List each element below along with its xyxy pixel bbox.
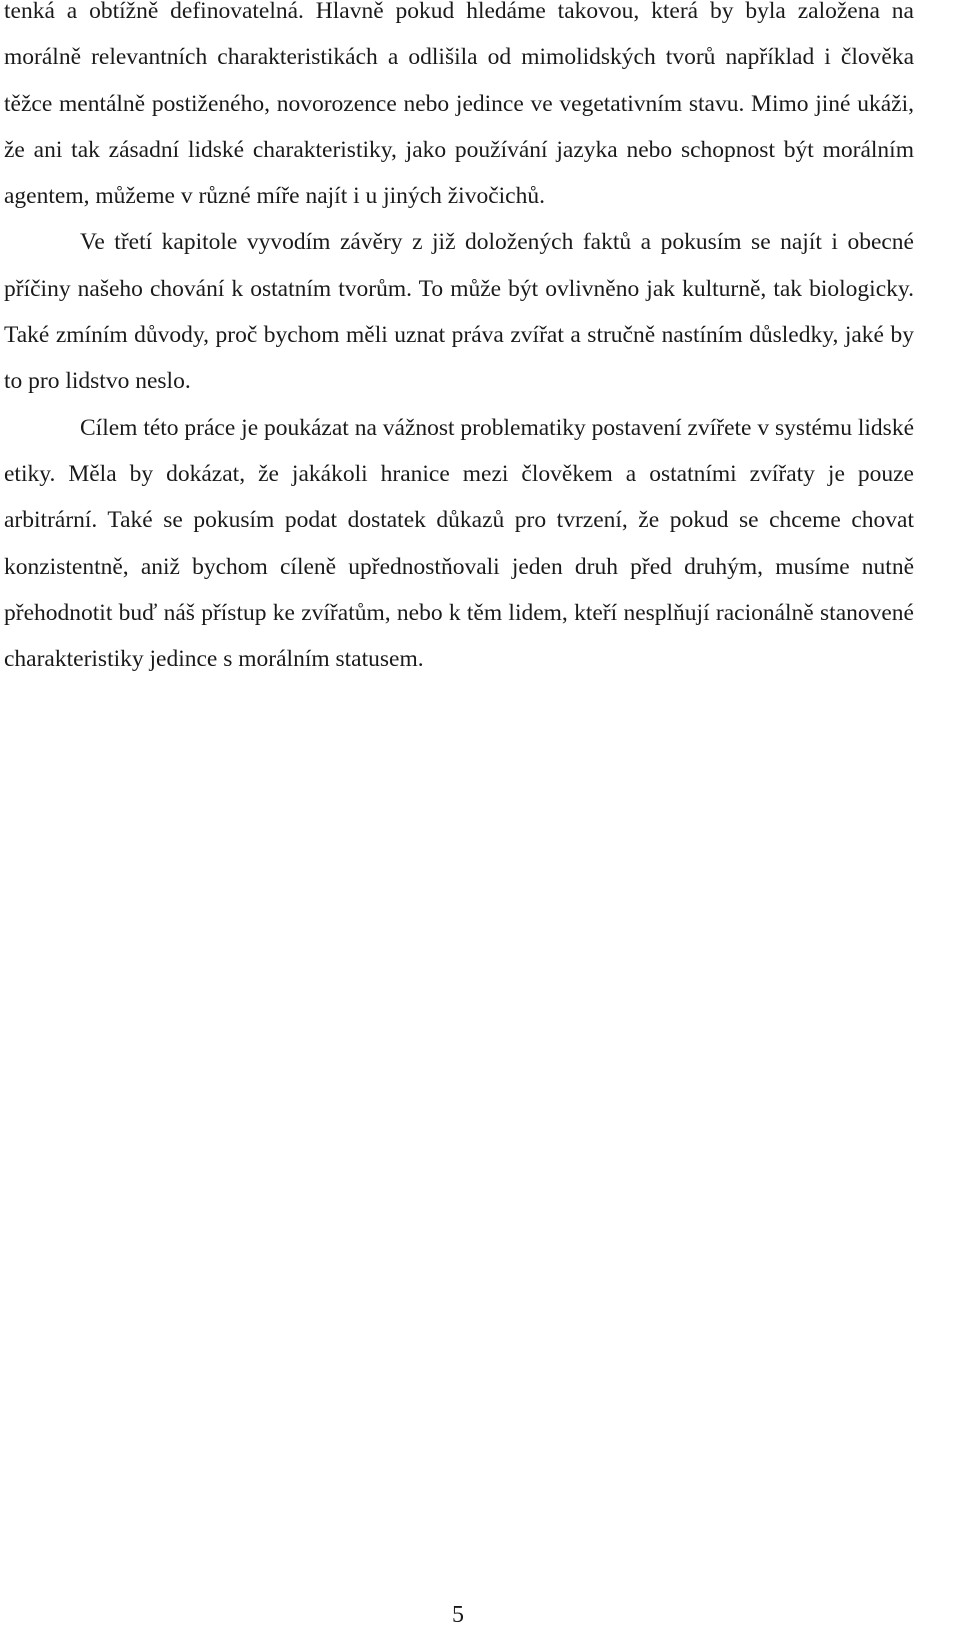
paragraph-1: tenká a obtížně definovatelná. Hlavně pokud hledáme takovou, která by byla založena na morálně relevantních charakteristikách a odlišila od mimolidských tvorů například i člověka těžce mentálně postiženého, novorozence nebo jedince ve vegetativním stavu. Mimo jiné ukáži, že ani tak zásadní lidské charakteristiky, jako používání jazyka nebo schopnost být morálním agentem, můžeme v různé míře najít i u jiných živočichů. xyxy=(4,0,914,210)
page-number: 5 xyxy=(452,1602,464,1628)
paragraph-2: Ve třetí kapitole vyvodím závěry z již doložených faktů a pokusím se najít i obecné příčiny našeho chování k ostatním tvorům. To může být ovlivněno jak kulturně, tak biologicky. Také zmíním důvody, proč bychom měli uznat práva zvířat a stručně nastíním důsledky, jaké by to pro lidstvo neslo. xyxy=(4,229,914,395)
paragraph-3: Cílem této práce je poukázat na vážnost problematiky postavení zvířete v systému lidské etiky. Měla by dokázat, že jakákoli hranice mezi člověkem a ostatními zvířaty je pouze arbitrární. Také se pokusím podat dostatek důkazů pro tvrzení, že pokud se chceme chovat konzistentně, aniž bychom cíleně upřednostňovali jeden druh před druhým, musíme nutně přehodnotit buď náš přístup ke zvířatům, nebo k těm lidem, kteří nesplňují racionálně stanovené charakteristiky jedince s morálním statusem. xyxy=(4,414,914,673)
text-body xyxy=(4,0,914,682)
